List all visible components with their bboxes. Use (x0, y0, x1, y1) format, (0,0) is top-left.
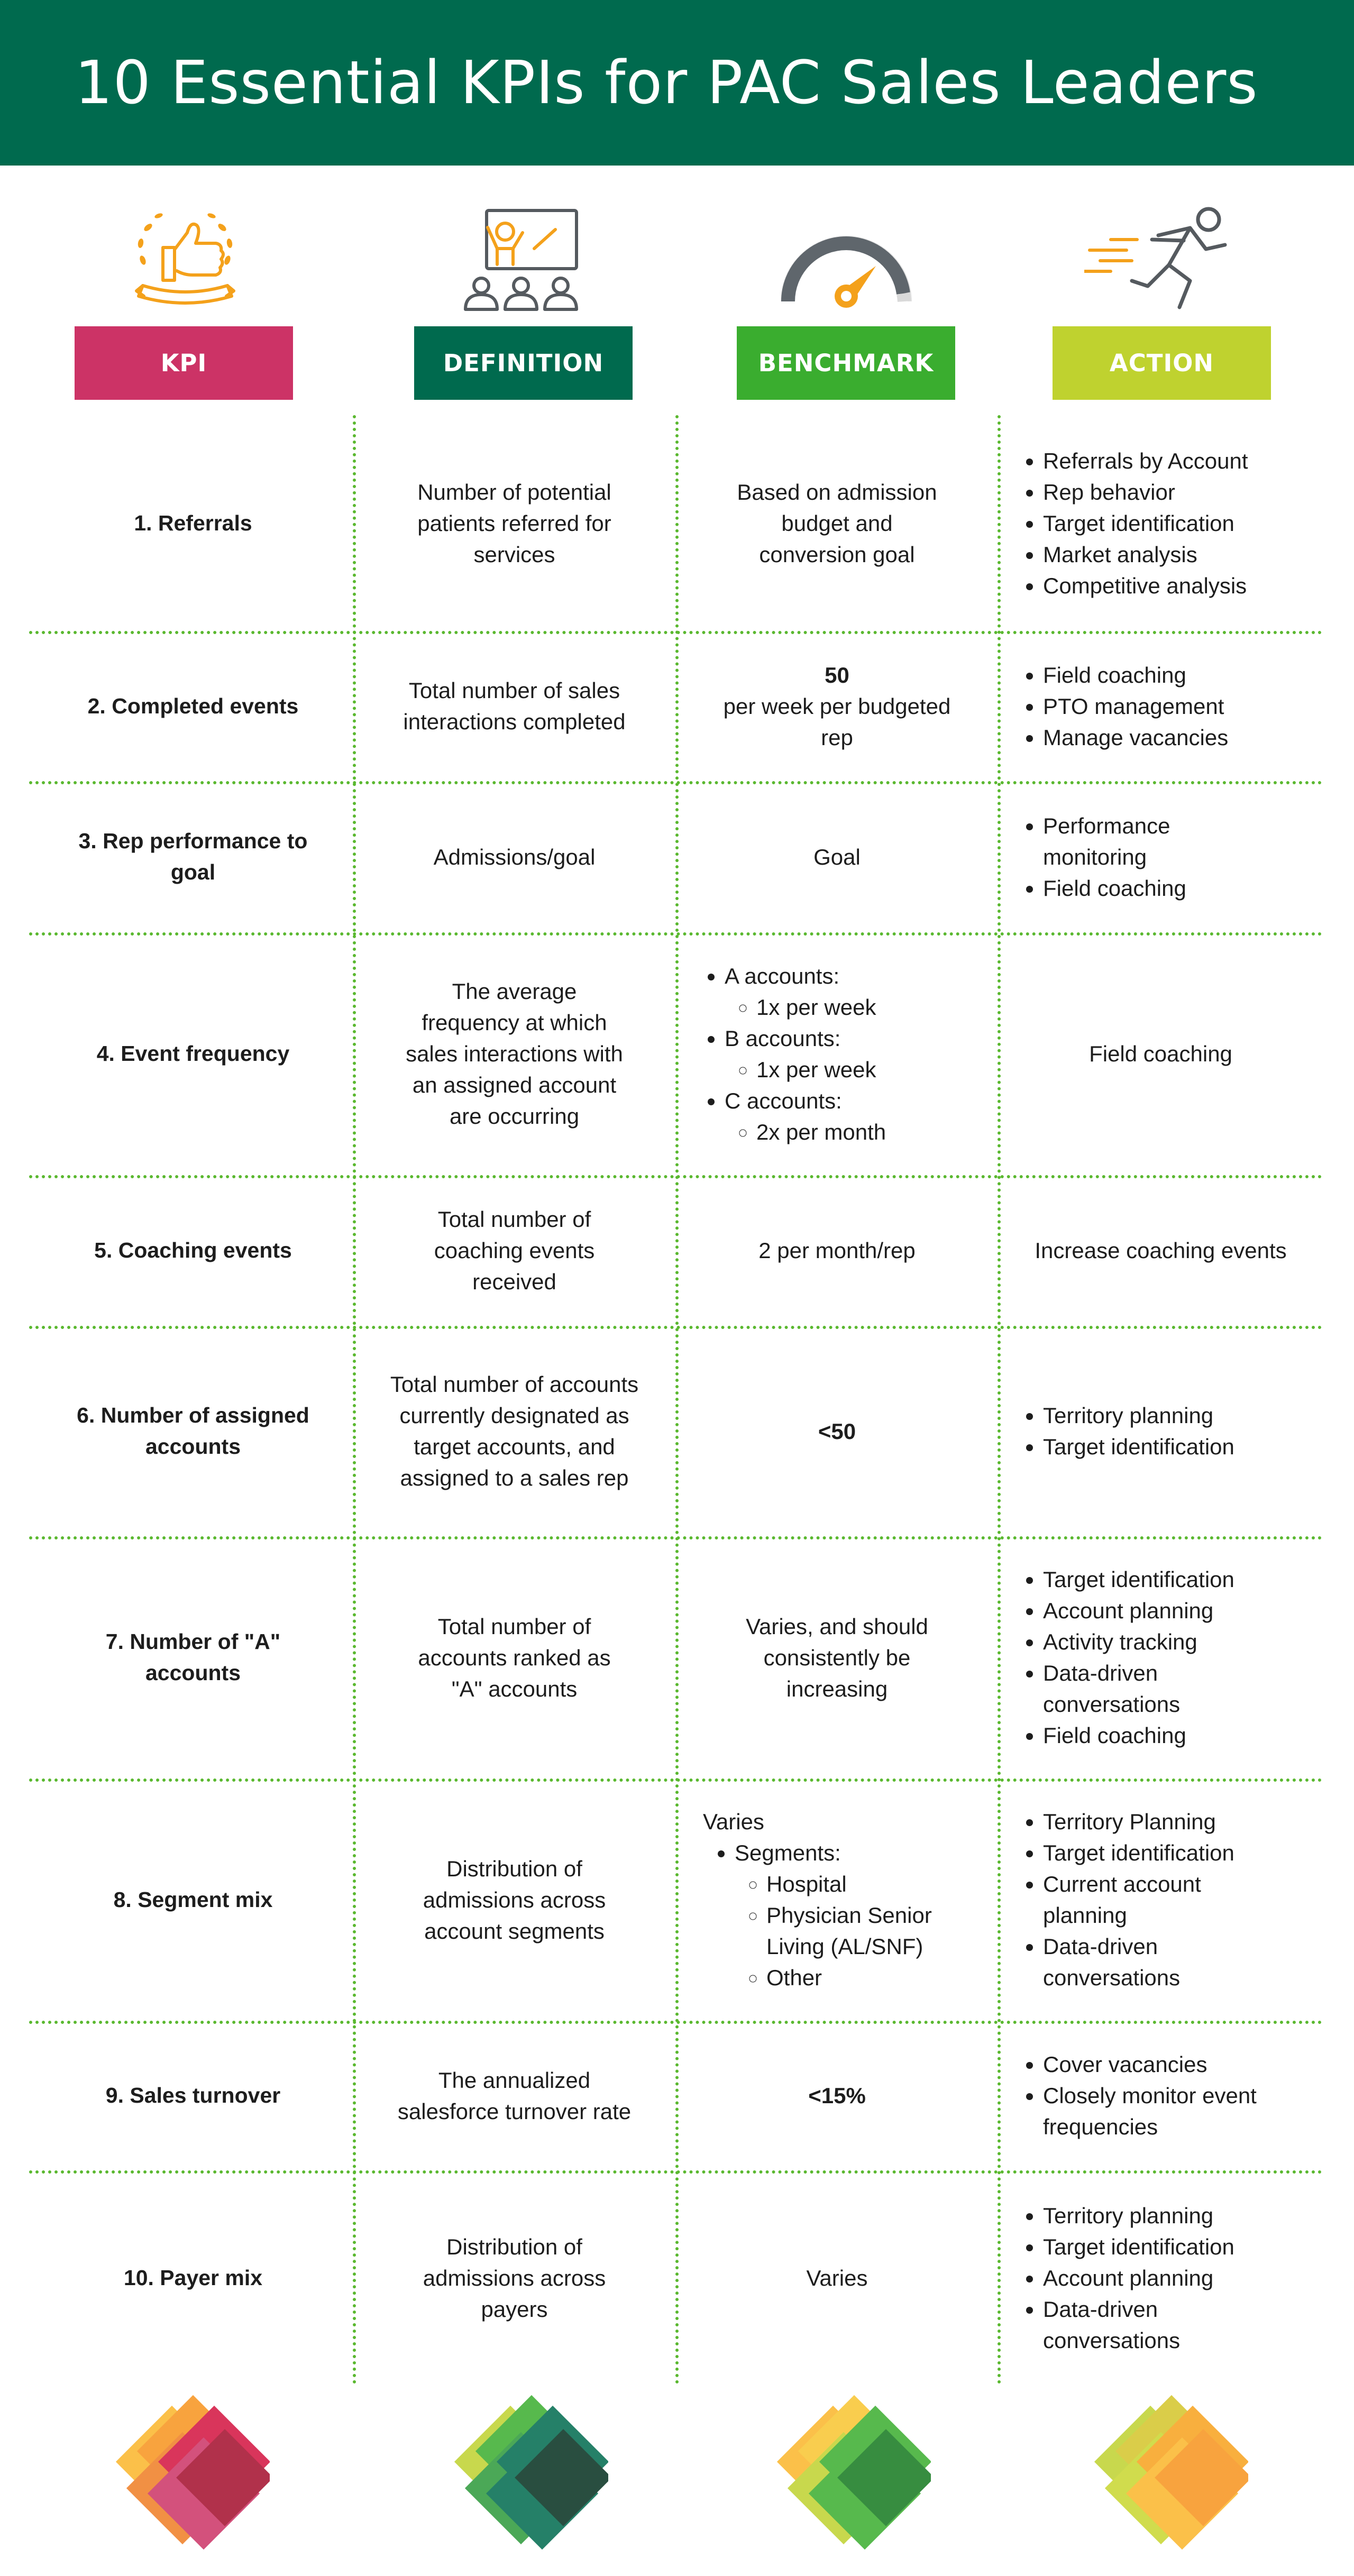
definition-cell: The average frequency at which sales interactions with an assigned account are occurring (406, 979, 623, 1129)
action-list (1011, 2049, 1297, 2142)
list-item: • Data-driven conversations (1043, 2294, 1276, 2356)
list-item: • Activity tracking (1043, 1626, 1276, 1657)
benchmark-cell (693, 932, 981, 1175)
action-list (1011, 1806, 1276, 1993)
action-header: ACTION (1053, 326, 1271, 400)
benchmark-cell: Varies (806, 2265, 868, 2290)
kpi-cell: 8. Segment mix (113, 1887, 273, 1912)
benchmark-cell: <50 (818, 1418, 856, 1444)
list-item: • Segments: ◦ Hospital ◦ Physician Senior Living (AL/SNF) ◦ Other (735, 1837, 957, 1993)
action-cell (1011, 2170, 1323, 2385)
benchmark-intro: Varies (703, 1809, 764, 1834)
list-item: • Performance monitoring (1043, 810, 1202, 873)
list-item: ◦ Other (766, 1962, 957, 1993)
list-item: ◦ Physician Senior Living (AL/SNF) (766, 1900, 957, 1962)
definition-cell: Total number of accounts currently designated as target accounts, and assigned to a sales rep (390, 1372, 639, 1490)
list-item: • Target identification (1043, 1837, 1276, 1868)
kpi-cell: 1. Referrals (134, 510, 252, 535)
kpi-cell: 5. Coaching events (94, 1238, 292, 1262)
list-item: • Current account planning (1043, 1868, 1276, 1931)
action-list (1011, 810, 1202, 904)
definition-cell: Distribution of admissions across account segments (423, 1856, 606, 1944)
list-item: • Territory planning (1043, 1400, 1234, 1431)
action-cell (1011, 1779, 1323, 2021)
benchmark-list (696, 1837, 957, 1993)
list-item: • Field coaching (1043, 659, 1228, 691)
kpi-cell: 10. Payer mix (123, 2265, 263, 2290)
list-item: • Cover vacancies (1043, 2049, 1297, 2080)
action-list (1011, 2200, 1276, 2356)
list-item: • A accounts: ◦ 1x per week (725, 960, 886, 1023)
diamond-cluster-logo (762, 2390, 931, 2560)
list-item: • Closely monitor event frequencies (1043, 2080, 1297, 2142)
action-cell (1011, 781, 1323, 932)
list-item: • Target identification (1043, 508, 1248, 539)
speedometer-gauge-icon (772, 209, 920, 309)
list-item: • PTO management (1043, 691, 1228, 722)
list-item: • Data-driven conversations (1043, 1931, 1276, 1993)
column-divider (353, 415, 356, 2385)
action-cell: Increase coaching events (1035, 1238, 1287, 1263)
kpi-cell: 4. Event frequency (96, 1041, 290, 1066)
list-item: • Territory planning (1043, 2200, 1276, 2231)
list-item: ◦ 1x per week (756, 992, 886, 1023)
diamond-cluster-logo (439, 2390, 608, 2560)
action-cell (1011, 2021, 1323, 2170)
definition-cell: The annualized salesforce turnover rate (397, 2067, 632, 2124)
page-title: 10 Essential KPIs for PAC Sales Leaders (75, 48, 1258, 117)
list-item: • Target identification (1043, 1564, 1276, 1595)
kpi-cell: 3. Rep performance to goal (78, 829, 308, 884)
list-item: ◦ 2x per month (756, 1116, 886, 1148)
title-banner (0, 0, 1354, 166)
action-cell (1011, 415, 1323, 631)
definition-cell: Total number of sales interactions completed (403, 678, 626, 734)
action-list (1011, 1564, 1276, 1751)
list-item: • C accounts: ◦ 2x per month (725, 1085, 886, 1148)
benchmark-cell: Goal (813, 844, 861, 869)
benchmark-cell (696, 1779, 984, 2021)
definition-cell: Total number of accounts ranked as "A" accounts (418, 1614, 611, 1701)
kpi-cell: 7. Number of "A" accounts (105, 1629, 281, 1685)
action-list (1011, 445, 1248, 601)
benchmark-cell: Varies, and should consistently be increasing (746, 1614, 928, 1701)
list-item: • Field coaching (1043, 1720, 1276, 1751)
list-item: • Manage vacancies (1043, 722, 1228, 753)
benchmark-list (693, 960, 886, 1148)
benchmark-cell: Based on admission budget and conversion goal (737, 479, 937, 567)
presentation-audience-icon (455, 206, 587, 312)
thumbs-up-laurel-icon (127, 206, 243, 312)
action-cell: Field coaching (1089, 1041, 1232, 1066)
diamond-cluster-logo (100, 2390, 270, 2560)
benchmark-cell: 50 per week per budgeted rep (723, 662, 951, 750)
list-item: ◦ 1x per week (756, 1054, 886, 1085)
list-item: • Referrals by Account (1043, 445, 1248, 476)
list-item: • Rep behavior (1043, 476, 1248, 508)
definition-cell: Distribution of admissions across payers (423, 2234, 606, 2322)
action-list (1011, 1400, 1234, 1462)
diamond-cluster-logo (1079, 2390, 1248, 2560)
column-divider (675, 415, 679, 2385)
benchmark-header: BENCHMARK (737, 326, 955, 400)
definition-cell: Total number of coaching events received (434, 1207, 595, 1294)
benchmark-cell: 2 per month/rep (758, 1238, 916, 1263)
list-item: • B accounts: ◦ 1x per week (725, 1023, 886, 1085)
list-item: • Target identification (1043, 2231, 1276, 2262)
list-item: • Competitive analysis (1043, 570, 1248, 601)
definition-header: DEFINITION (414, 326, 633, 400)
column-divider (998, 415, 1001, 2385)
kpi-cell: 9. Sales turnover (105, 2083, 281, 2107)
definition-cell: Number of potential patients referred for services (417, 479, 611, 567)
action-cell (1011, 1326, 1323, 1536)
list-item: • Market analysis (1043, 539, 1248, 570)
kpi-cell: 2. Completed events (87, 693, 299, 718)
definition-cell: Admissions/goal (433, 844, 596, 869)
list-item: • Field coaching (1043, 873, 1202, 904)
kpi-header: KPI (75, 326, 293, 400)
benchmark-cell: <15% (808, 2083, 866, 2108)
list-item: • Territory Planning (1043, 1806, 1276, 1837)
list-item: • Data-driven conversations (1043, 1657, 1276, 1720)
action-cell (1011, 1536, 1323, 1779)
list-item: • Account planning (1043, 1595, 1276, 1626)
list-item: • Target identification (1043, 1431, 1234, 1462)
action-list (1011, 659, 1228, 753)
list-item: • Account planning (1043, 2262, 1276, 2294)
list-item: ◦ Hospital (766, 1868, 957, 1900)
running-person-icon (1084, 204, 1238, 309)
kpi-cell: 6. Number of assigned accounts (77, 1403, 309, 1459)
action-cell (1011, 631, 1323, 781)
